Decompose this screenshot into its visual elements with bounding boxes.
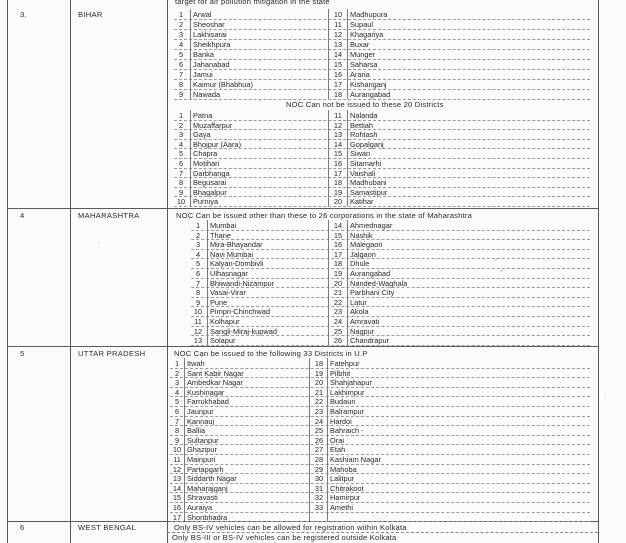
left-index: 1 bbox=[174, 359, 180, 368]
right-index: 20 bbox=[333, 278, 343, 288]
right-district: Mahoba bbox=[330, 464, 357, 474]
right-index: 27 bbox=[314, 445, 324, 455]
table-column-line bbox=[328, 9, 329, 99]
left-district: Kaimur (Bhabhua) bbox=[193, 80, 253, 89]
right-district: Budaun bbox=[330, 397, 356, 407]
right-index: 17 bbox=[333, 80, 343, 89]
right-index: 15 bbox=[333, 230, 343, 240]
right-index: 18 bbox=[333, 90, 343, 99]
right-index: 17 bbox=[333, 249, 343, 259]
row-rule bbox=[170, 502, 590, 503]
right-index: 12 bbox=[333, 120, 343, 130]
left-index: 6 bbox=[178, 60, 184, 69]
west-bengal-note-1: Only BS-IV vehicles can be allowed for registration within Kolkata bbox=[174, 523, 407, 532]
right-district: Rohtash bbox=[350, 130, 378, 140]
left-index: 7 bbox=[174, 416, 180, 426]
right-district: Nagpur bbox=[350, 326, 375, 336]
left-index: 8 bbox=[195, 288, 201, 298]
left-index: 1 bbox=[195, 221, 201, 230]
left-district: Auraiya bbox=[187, 503, 213, 512]
right-district: Amravati bbox=[350, 317, 380, 326]
row-rule bbox=[170, 512, 590, 513]
left-district: Kushinagar bbox=[187, 387, 225, 397]
right-index: 21 bbox=[314, 387, 324, 397]
left-district: Kalyan-Dombivli bbox=[210, 259, 264, 269]
right-district: Bettiah bbox=[350, 120, 374, 130]
left-district: Begusarai bbox=[193, 178, 227, 188]
left-district: Kannauj bbox=[187, 416, 215, 426]
row-rule bbox=[174, 19, 590, 20]
left-district: Kolhapur bbox=[210, 317, 240, 326]
row-rule bbox=[170, 464, 590, 465]
right-district: Nalanda bbox=[350, 111, 378, 120]
separator-uttar-pradesh bbox=[7, 346, 598, 347]
right-district: Malegaon bbox=[350, 240, 383, 250]
scan-mark: · bbox=[604, 392, 607, 399]
left-district: Mumbai bbox=[210, 221, 237, 230]
left-district: Shonbhadra bbox=[187, 512, 228, 522]
right-index: 30 bbox=[314, 474, 324, 484]
state-name: UTTAR PRADESH bbox=[78, 349, 146, 358]
right-index: 33 bbox=[314, 503, 324, 512]
row-rule bbox=[170, 396, 590, 397]
left-index: 11 bbox=[194, 317, 202, 326]
left-district: Shravasti bbox=[187, 493, 218, 503]
state-name: BIHAR bbox=[78, 10, 103, 19]
right-index: 23 bbox=[314, 407, 324, 416]
left-index: 2 bbox=[178, 120, 184, 130]
right-index: 20 bbox=[333, 197, 343, 207]
bihar-noc-header: NOC Can not be issued to these 20 Districts bbox=[286, 100, 444, 109]
right-district: Bahraich - bbox=[330, 426, 364, 436]
right-district: Jalgaon bbox=[350, 249, 376, 259]
left-district: Chapra bbox=[193, 149, 218, 159]
left-district: Pune bbox=[210, 297, 228, 307]
right-index: 14 bbox=[333, 139, 343, 149]
row-rule bbox=[170, 425, 590, 426]
state-number: 4 bbox=[20, 211, 25, 220]
right-index: 31 bbox=[314, 483, 324, 493]
left-district: Navi Mumbai bbox=[210, 249, 254, 259]
left-district: Mainpuri bbox=[187, 455, 216, 464]
table-column-line bbox=[190, 110, 191, 206]
left-district: Patna bbox=[193, 111, 213, 120]
up-noc-header: NOC Can be issued to the following 33 Districts in U.P bbox=[174, 349, 368, 358]
state-number: 6 bbox=[20, 523, 25, 532]
left-district: Sultanpur bbox=[187, 435, 219, 445]
table-column-line bbox=[309, 358, 310, 521]
row-rule bbox=[170, 435, 590, 436]
right-index: 19 bbox=[333, 269, 343, 278]
scan-mark: . bbox=[98, 238, 100, 245]
left-district: Muzaffarpur bbox=[193, 120, 233, 130]
row-rule bbox=[191, 268, 590, 269]
right-index: 17 bbox=[333, 168, 343, 178]
left-district: Purniya bbox=[193, 197, 219, 207]
right-district: Kashiam Nagar bbox=[330, 455, 381, 464]
table-column-line bbox=[327, 358, 328, 521]
right-index: 19 bbox=[333, 187, 343, 197]
left-index: 3 bbox=[195, 240, 201, 250]
right-district: Katihar bbox=[350, 197, 374, 207]
left-index: 4 bbox=[178, 139, 184, 149]
right-district: Buxar bbox=[350, 40, 370, 49]
row-rule bbox=[174, 69, 590, 70]
right-index: 12 bbox=[333, 30, 343, 39]
right-district: Munger bbox=[350, 50, 376, 59]
left-index: 8 bbox=[178, 80, 184, 89]
left-district: Jaunpur bbox=[187, 407, 214, 416]
left-district: Pimpri-Chinchwad bbox=[210, 307, 270, 317]
right-district: Shahjahapur bbox=[330, 378, 372, 388]
right-district: Vaishali bbox=[350, 168, 376, 178]
state-number: 5 bbox=[20, 349, 25, 358]
left-district: Vasai-Virar bbox=[210, 288, 246, 298]
row-rule bbox=[174, 206, 590, 207]
right-index: 14 bbox=[333, 50, 343, 59]
right-district: Aurangabad bbox=[350, 90, 391, 99]
right-index: 24 bbox=[333, 317, 343, 326]
right-index: 15 bbox=[333, 149, 343, 159]
right-district: Hardoi bbox=[330, 416, 352, 426]
right-district: Lakhimpur bbox=[330, 387, 365, 397]
right-index: 21 bbox=[333, 288, 343, 298]
right-district: Parbhani City bbox=[350, 288, 395, 298]
left-index: 4 bbox=[174, 387, 180, 397]
row-rule bbox=[174, 39, 590, 40]
right-index: 20 bbox=[314, 378, 324, 388]
left-district: Thane bbox=[210, 230, 231, 240]
right-index: 15 bbox=[333, 60, 343, 69]
state-name: MAHARASHTRA bbox=[78, 211, 140, 220]
left-district: Sant Kabir Nagar bbox=[187, 368, 244, 378]
row-rule bbox=[191, 316, 590, 317]
col-line-right bbox=[598, 0, 599, 543]
left-district: Solapur bbox=[210, 336, 236, 346]
left-district: Bhiwandi-Nizampur bbox=[210, 278, 275, 288]
left-district: Motihari bbox=[193, 159, 220, 168]
right-index: 13 bbox=[333, 130, 343, 140]
right-district: Balrampur bbox=[330, 407, 365, 416]
left-district: Sheoshar bbox=[193, 20, 225, 29]
left-district: Ballia bbox=[187, 426, 206, 436]
left-district: Siddarth Nagar bbox=[187, 474, 237, 484]
left-index: 1 bbox=[178, 111, 184, 120]
row-rule bbox=[170, 492, 590, 493]
row-rule bbox=[174, 196, 590, 197]
left-index: 5 bbox=[195, 259, 201, 269]
right-district: Pilbhit bbox=[330, 368, 351, 378]
col-line-left bbox=[7, 0, 8, 543]
table-column-line bbox=[328, 220, 329, 345]
left-district: Jahanabad bbox=[193, 60, 230, 69]
left-index: 9 bbox=[174, 435, 180, 445]
left-district: Bhagalpur bbox=[193, 187, 227, 197]
row-rule bbox=[191, 230, 590, 231]
right-district: Lalitpur bbox=[330, 474, 355, 484]
right-district: Amethi bbox=[330, 503, 354, 512]
row-rule bbox=[174, 49, 590, 50]
left-index: 9 bbox=[195, 297, 201, 307]
right-district: Hamirpur bbox=[330, 493, 361, 503]
right-index: 18 bbox=[333, 178, 343, 188]
left-district: Sheikhpura bbox=[193, 40, 231, 49]
table-column-line bbox=[328, 110, 329, 206]
right-index: 28 bbox=[314, 455, 324, 464]
left-index: 9 bbox=[178, 90, 184, 99]
bihar-top-note: target for air pollution mitigation in the state bbox=[175, 0, 330, 6]
right-district: Nanded-Waghala bbox=[350, 278, 408, 288]
row-rule bbox=[170, 483, 590, 484]
left-district: Itwah bbox=[187, 359, 205, 368]
left-index: 6 bbox=[178, 159, 184, 168]
right-index: 23 bbox=[333, 307, 343, 317]
left-district: Farrukhabad bbox=[187, 397, 229, 407]
col-line-state bbox=[70, 0, 71, 543]
left-index: 2 bbox=[195, 230, 201, 240]
west-bengal-note-2: Only BS-III or BS-IV vehicles can be registered outside Kolkata bbox=[172, 533, 397, 542]
row-rule bbox=[170, 406, 590, 407]
row-rule bbox=[170, 416, 590, 417]
row-rule bbox=[170, 444, 590, 445]
left-index: 6 bbox=[195, 269, 201, 278]
right-index: 13 bbox=[333, 40, 343, 49]
right-district: Madhupura bbox=[350, 10, 388, 19]
scan-mark: ~ bbox=[498, 267, 506, 276]
right-district: Madhubani bbox=[350, 178, 387, 188]
left-index: 5 bbox=[178, 149, 184, 159]
right-index: 29 bbox=[314, 464, 324, 474]
left-index: 9 bbox=[178, 187, 184, 197]
left-district: Sangli-Miraj-kupwad bbox=[210, 326, 277, 336]
left-district: Mira-Bhayandar bbox=[210, 240, 263, 250]
left-index: 11 bbox=[173, 455, 181, 464]
right-index: 18 bbox=[314, 359, 324, 368]
right-district: Latur bbox=[350, 297, 367, 307]
left-district: Ambedkar Nagar bbox=[187, 378, 243, 388]
left-index: 3 bbox=[178, 130, 184, 140]
left-index: 7 bbox=[178, 168, 184, 178]
row-rule bbox=[174, 129, 590, 130]
left-district: Ulhasnagar bbox=[210, 269, 248, 278]
left-index: 6 bbox=[174, 407, 180, 416]
right-district: Chandrapur bbox=[350, 336, 390, 346]
row-rule bbox=[174, 158, 590, 159]
row-rule bbox=[191, 345, 590, 346]
table-column-line bbox=[347, 110, 348, 206]
right-index: 22 bbox=[314, 397, 324, 407]
right-district: Gopalganj bbox=[350, 139, 384, 149]
right-district: Chitrakoot bbox=[330, 483, 364, 493]
right-index: 16 bbox=[333, 70, 343, 79]
left-index: 4 bbox=[195, 249, 201, 259]
right-index: 18 bbox=[333, 259, 343, 269]
right-district: Aurangabad bbox=[350, 269, 391, 278]
right-index: 22 bbox=[333, 297, 343, 307]
right-district: Dhule bbox=[350, 259, 370, 269]
right-index: 19 bbox=[314, 368, 324, 378]
row-rule bbox=[174, 168, 590, 169]
left-index: 7 bbox=[195, 278, 201, 288]
right-index: 16 bbox=[333, 240, 343, 250]
left-district: Bhojpur (Aara) bbox=[193, 139, 242, 149]
table-column-line bbox=[347, 220, 348, 345]
left-index: 5 bbox=[178, 50, 184, 59]
row-rule bbox=[174, 120, 590, 121]
right-index: 14 bbox=[333, 221, 343, 230]
right-index: 32 bbox=[314, 493, 324, 503]
left-district: Ghazipur bbox=[187, 445, 217, 455]
right-index: 26 bbox=[314, 435, 324, 445]
left-index: 1 bbox=[178, 10, 184, 19]
left-index: 3 bbox=[178, 30, 184, 39]
right-index: 11 bbox=[334, 20, 342, 29]
left-district: Gaya bbox=[193, 130, 211, 140]
left-index: 8 bbox=[178, 178, 184, 188]
left-index: 17 bbox=[172, 512, 182, 522]
left-district: Maharajganj bbox=[187, 483, 228, 493]
row-rule bbox=[191, 335, 590, 336]
left-index: 7 bbox=[178, 70, 184, 79]
right-district: Siwan bbox=[350, 149, 371, 159]
left-index: 2 bbox=[178, 20, 184, 29]
right-index: 10 bbox=[333, 10, 343, 19]
right-district: Saharsa bbox=[350, 60, 378, 69]
right-district: Supaul bbox=[350, 20, 374, 29]
left-index: 3 bbox=[174, 378, 180, 388]
left-index: 13 bbox=[172, 474, 182, 484]
right-district: Sitamarhi bbox=[350, 159, 382, 168]
right-district: Khagariya bbox=[350, 30, 384, 39]
left-district: Jamui bbox=[193, 70, 213, 79]
row-rule bbox=[170, 387, 590, 388]
right-district: Etah bbox=[330, 445, 346, 455]
left-index: 13 bbox=[193, 336, 203, 346]
left-index: 8 bbox=[174, 426, 180, 436]
scan-mark: ~ bbox=[492, 256, 500, 265]
left-district: Banka bbox=[193, 50, 214, 59]
left-index: 2 bbox=[174, 368, 180, 378]
row-rule bbox=[191, 297, 590, 298]
right-district: Kishanganj bbox=[350, 80, 387, 89]
row-rule bbox=[174, 59, 590, 60]
table-column-line bbox=[207, 220, 208, 345]
row-rule bbox=[174, 148, 590, 149]
left-index: 10 bbox=[193, 307, 203, 317]
right-district: Orai bbox=[330, 435, 344, 445]
state-number: 3. bbox=[20, 10, 27, 19]
right-district: Akola bbox=[350, 307, 369, 317]
right-index: 26 bbox=[333, 336, 343, 346]
left-district: Nawada bbox=[193, 90, 221, 99]
right-index: 24 bbox=[314, 416, 324, 426]
state-name: WEST BENGAL bbox=[78, 523, 137, 532]
right-district: Fatehpur bbox=[330, 359, 360, 368]
right-district: Araria bbox=[350, 70, 370, 79]
right-index: 25 bbox=[333, 326, 343, 336]
right-district: Ahmednagar bbox=[350, 221, 393, 230]
left-index: 4 bbox=[178, 40, 184, 49]
right-index: 25 bbox=[314, 426, 324, 436]
left-index: 15 bbox=[172, 493, 182, 503]
right-index: 16 bbox=[333, 159, 343, 168]
col-line-details bbox=[167, 0, 168, 543]
left-district: Darbhanga bbox=[193, 168, 230, 178]
left-index: 12 bbox=[193, 326, 203, 336]
left-index: 10 bbox=[172, 445, 182, 455]
table-column-line bbox=[347, 9, 348, 99]
separator-maharashtra bbox=[7, 208, 598, 209]
right-district: Samastipur bbox=[350, 187, 388, 197]
left-index: 5 bbox=[174, 397, 180, 407]
left-index: 14 bbox=[172, 483, 182, 493]
table-column-line bbox=[190, 9, 191, 99]
left-index: 10 bbox=[176, 197, 186, 207]
left-district: Lakhisarai bbox=[193, 30, 227, 39]
left-district: Arwal bbox=[193, 10, 212, 19]
left-district: Partapgarh bbox=[187, 464, 224, 474]
left-index: 12 bbox=[172, 464, 182, 474]
table-column-line bbox=[184, 358, 185, 521]
maharashtra-noc-header: NOC Can be issued other than these to 26 corporations in the state of Maharashtra bbox=[176, 211, 473, 220]
right-district: Nashik bbox=[350, 230, 373, 240]
right-index: 11 bbox=[334, 111, 342, 120]
left-index: 16 bbox=[172, 503, 182, 512]
